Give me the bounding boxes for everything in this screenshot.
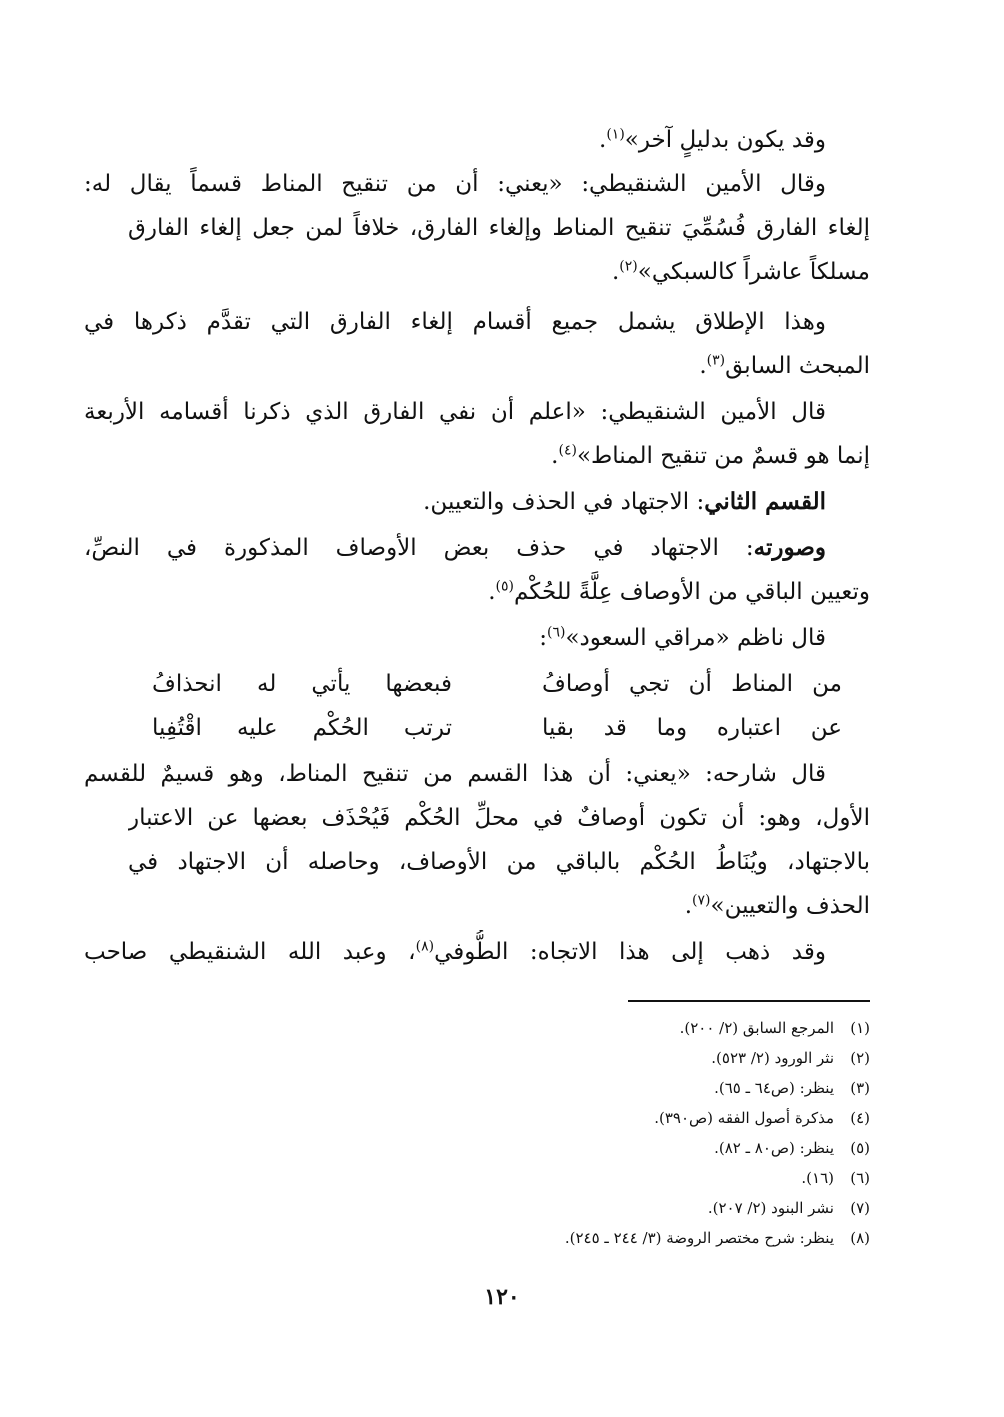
text-line: إنما هو قسمٌ من تنقيح المناط»$^{(٤)}$.: [551, 442, 870, 469]
text-line: قال ناظم «مراقي السعود»$^{(٦)}$:: [539, 624, 826, 651]
text-line: وقد يكون بدليلٍ آخر»$^{(١)}$.: [599, 126, 826, 153]
verse-first-hemistich: عن اعتباره وما قد بقيا: [542, 715, 842, 741]
footnote-number: (٨): [850, 1229, 870, 1247]
footnote-text: مذكرة أصول الفقه (ص٣٩٠).: [654, 1109, 834, 1127]
verse-first-hemistich: من المناط أن تجي أوصافُ: [542, 671, 842, 697]
section-heading-line: القسم الثاني: الاجتهاد في الحذف والتعيين.: [423, 488, 826, 515]
verse-line: [152, 662, 842, 706]
footnote-number: (٦): [850, 1169, 870, 1187]
footnote-number: (٧): [850, 1199, 870, 1217]
footnote: [370, 1135, 870, 1161]
footnote: [370, 1015, 870, 1041]
text-line: الحذف والتعيين»$^{(٧)}$.: [684, 892, 870, 919]
footnote-divider: [628, 1000, 870, 1002]
verse-line: [152, 706, 842, 750]
text-line: وقد ذهب إلى هذا الاتجاه: الطُّوفي$^{(٨)}$، وعبد الله الشنقيطي صاحب: [84, 938, 826, 965]
footnote-text: المرجع السابق (٢/ ٢٠٠).: [679, 1019, 834, 1037]
verse-second-hemistich: ترتب الحُكْم عليه اقْتُفِيا: [152, 715, 452, 741]
text-line: وقال الأمين الشنقيطي: «يعني: أن من تنقيح المناط قسماً يقال له:: [84, 171, 826, 197]
text-line: بالاجتهاد، ويُنَاطُ الحُكْم بالباقي من الأوصاف، وحاصله أن الاجتهاد في: [128, 849, 870, 875]
footnote: [370, 1165, 870, 1191]
footnote-ref[interactable]: (٤): [558, 442, 577, 459]
footnote-ref[interactable]: (٦): [547, 624, 566, 641]
footnote-number: (٥): [850, 1139, 870, 1157]
page-number: ١٢٠: [484, 1284, 520, 1310]
footnote-ref[interactable]: (٥): [495, 578, 514, 595]
text-line: وهذا الإطلاق يشمل جميع أقسام إلغاء الفارق التي تقدَّم ذكرها في: [84, 309, 826, 335]
footnote-ref[interactable]: (٢): [619, 258, 638, 275]
text-line: قال شارحه: «يعني: أن هذا القسم من تنقيح المناط، وهو قسيمٌ للقسم: [84, 761, 826, 787]
footnote: [370, 1045, 870, 1071]
footnote-ref[interactable]: (١): [606, 126, 625, 143]
text-line: وتعيين الباقي من الأوصاف عِلَّةً للحُكْم$^{(٥)}$.: [488, 578, 870, 605]
footnote-text: (١٦).: [801, 1169, 834, 1187]
footnote-text: ينظر: شرح مختصر الروضة (٣/ ٢٤٤ ـ ٢٤٥).: [564, 1229, 834, 1247]
footnote-text: ينظر: (ص٦٤ ـ ٦٥).: [714, 1079, 834, 1097]
footnote: [370, 1225, 870, 1251]
footnote-number: (١): [850, 1019, 870, 1037]
verse-second-hemistich: فبعضها يأتي له انحذافُ: [152, 671, 452, 697]
text-line: الأول، وهو: أن تكون أوصافٌ في محلِّ الحُكْم فَيُحْذَف بعضها عن الاعتبار: [128, 805, 870, 831]
footnote-text: ينظر: (ص٨٠ ـ ٨٢).: [714, 1139, 834, 1157]
footnote-number: (٣): [850, 1079, 870, 1097]
footnote-text: نشر البنود (٢/ ٢٠٧).: [707, 1199, 834, 1217]
section-label: وصورته: [753, 534, 826, 561]
footnote-ref[interactable]: (٣): [706, 352, 726, 369]
footnote-text: نثر الورود (٢/ ٥٢٣).: [711, 1049, 834, 1067]
footnote: [370, 1105, 870, 1131]
footnote-ref[interactable]: (٧): [692, 892, 711, 909]
section-label: القسم الثاني: [704, 488, 826, 515]
text-line: قال الأمين الشنقيطي: «اعلم أن نفي الفارق الذي ذكرنا أقسامه الأربعة: [84, 399, 826, 425]
text-line: إلغاء الفارق فُسُمِّيَ تنقيح المناط وإلغاء الفارق، خلافاً لمن جعل إلغاء الفارق: [128, 215, 870, 241]
text-line: وصورته: الاجتهاد في حذف بعض الأوصاف المذكورة في النصِّ،: [84, 534, 826, 561]
footnote-ref[interactable]: (٨): [415, 938, 435, 955]
footnote: [370, 1075, 870, 1101]
footnote-number: (٤): [850, 1109, 870, 1127]
text-line: مسلكاً عاشراً كالسبكي»$^{(٢)}$.: [611, 258, 870, 285]
footnote: [370, 1195, 870, 1221]
text-line: المبحث السابق$^{(٣)}$.: [699, 352, 870, 379]
footnote-number: (٢): [850, 1049, 870, 1067]
